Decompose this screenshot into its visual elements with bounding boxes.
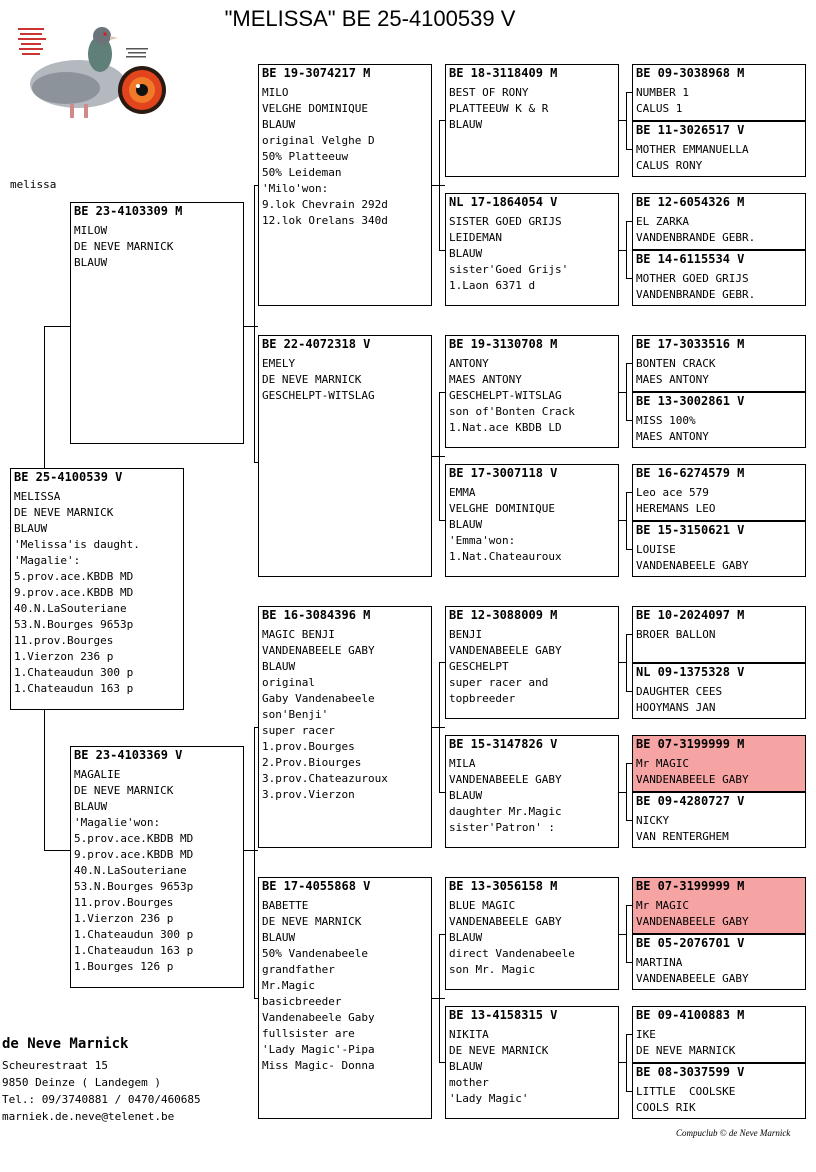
pigeon-info-line: VELGHE DOMINIQUE xyxy=(262,102,368,115)
pigeon-info-line: 'Lady Magic'-Pipa xyxy=(262,1043,375,1056)
pigeon-ring-number: BE 14-6115534 V xyxy=(636,252,745,266)
pigeon-card xyxy=(632,792,806,848)
connector-line xyxy=(619,1062,626,1063)
pigeon-info-line: super racer xyxy=(262,724,335,737)
breeder-info xyxy=(2,1036,201,1125)
pigeon-card xyxy=(445,335,619,448)
pigeon-info-line: 40.N.LaSouteriane xyxy=(74,864,187,877)
connector-line xyxy=(439,934,440,1062)
pigeon-info-line: sister'Patron' : xyxy=(449,821,555,834)
pigeon-ring-number: BE 17-3033516 M xyxy=(636,337,745,351)
pigeon-info-line: original Velghe D xyxy=(262,134,375,147)
connector-line xyxy=(44,710,45,850)
pigeon-name: SISTER GOED GRIJS xyxy=(449,215,562,228)
connector-line xyxy=(626,363,627,420)
pigeon-info-line: 'Magalie'won: xyxy=(74,816,161,829)
pigeon-info-line: 1.Nat.Chateauroux xyxy=(449,550,562,563)
pigeon-name: BENJI xyxy=(449,628,483,641)
pigeon-info-line: 9.lok Chevrain 292d xyxy=(262,198,388,211)
pigeon-info-line: 53.N.Bourges 9653p xyxy=(14,618,134,631)
pigeon-info-line: BLAUW xyxy=(449,247,483,260)
pigeon-info-line: 1.Chateaudun 300 p xyxy=(74,928,194,941)
pigeon-info-line: 12.lok Orelans 340d xyxy=(262,214,388,227)
connector-line xyxy=(619,662,626,663)
pigeon-info-line: 40.N.LaSouteriane xyxy=(14,602,127,615)
pigeon-info-line: BLAUW xyxy=(449,789,483,802)
pigeon-name: Mr MAGIC xyxy=(636,757,689,770)
pigeon-name: MARTINA xyxy=(636,956,683,969)
pigeon-info-line: BLAUW xyxy=(449,1060,483,1073)
connector-line xyxy=(44,326,70,327)
pigeon-info-line: daughter Mr.Magic xyxy=(449,805,562,818)
pigeon-info-line: BLAUW xyxy=(449,931,483,944)
pigeon-card xyxy=(632,250,806,306)
pigeon-card xyxy=(445,1006,619,1119)
connector-line xyxy=(626,492,627,549)
pigeon-info-line: BLAUW xyxy=(74,800,108,813)
pigeon-ring-number: BE 17-3007118 V xyxy=(449,466,558,480)
pigeon-name: BROER BALLON xyxy=(636,628,716,641)
pigeon-name: LOUISE xyxy=(636,543,676,556)
pigeon-ring-number: BE 23-4103309 M xyxy=(74,204,183,218)
pigeon-ring-number: BE 10-2024097 M xyxy=(636,608,745,622)
pigeon-card xyxy=(632,877,806,934)
pigeon-info-line: 'Emma'won: xyxy=(449,534,516,547)
pigeon-card xyxy=(10,468,184,710)
pigeon-info-line: BLAUW xyxy=(449,118,483,131)
connector-line xyxy=(439,392,440,520)
pigeon-info-line: 1.Vierzon 236 p xyxy=(14,650,114,663)
pigeon-name: DAUGHTER CEES xyxy=(636,685,723,698)
pigeon-info-line: 9.prov.ace.KBDB MD xyxy=(14,586,134,599)
pigeon-info-line: sister'Goed Grijs' xyxy=(449,263,569,276)
breeder-street: Scheurestraat 15 xyxy=(2,1059,108,1072)
pigeon-card xyxy=(445,735,619,848)
pigeon-ring-number: BE 19-3074217 M xyxy=(262,66,371,80)
pigeon-ring-number: BE 13-3002861 V xyxy=(636,394,745,408)
pigeon-card xyxy=(632,735,806,792)
pigeon-info-line: 2.Prov.Biourges xyxy=(262,756,362,769)
pigeon-ring-number: BE 09-3038968 M xyxy=(636,66,745,80)
pigeon-info-line: DE NEVE MARNICK xyxy=(262,915,362,928)
pigeon-info-line: 1.prov.Bourges xyxy=(262,740,355,753)
pigeon-name: BABETTE xyxy=(262,899,309,912)
pigeon-ring-number: BE 07-3199999 M xyxy=(636,879,745,893)
pigeon-card xyxy=(632,464,806,521)
pigeon-info-line: VELGHE DOMINIQUE xyxy=(449,502,555,515)
pigeon-info-line: BLAUW xyxy=(14,522,48,535)
pigeon-ring-number: BE 15-3150621 V xyxy=(636,523,745,537)
pigeon-ring-number: BE 16-3084396 M xyxy=(262,608,371,622)
pigeon-info-line: DE NEVE MARNICK xyxy=(262,373,362,386)
pigeon-name: NICKY xyxy=(636,814,670,827)
pigeon-info-line: VANDENABEELE GABY xyxy=(262,644,375,657)
pigeon-info-line: VAN RENTERGHEM xyxy=(636,830,729,843)
connector-line xyxy=(619,120,626,121)
pigeon-ring-number: NL 17-1864054 V xyxy=(449,195,558,209)
pigeon-card xyxy=(258,64,432,306)
pigeon-info-line: MAES ANTONY xyxy=(449,373,522,386)
pigeon-info-line: BLAUW xyxy=(262,118,296,131)
pigeon-name: EL ZARKA xyxy=(636,215,689,228)
pigeon-info-line: fullsister are xyxy=(262,1027,355,1040)
pigeon-card xyxy=(445,64,619,177)
pigeon-info-line: MAES ANTONY xyxy=(636,430,709,443)
pigeon-card xyxy=(632,392,806,448)
pigeon-and-eye-logo xyxy=(18,18,168,122)
connector-line xyxy=(619,250,626,251)
pigeon-info-line: 50% Platteeuw xyxy=(262,150,349,163)
connector-line xyxy=(44,850,70,851)
connector-line xyxy=(439,120,440,250)
pigeon-name: MILA xyxy=(449,757,476,770)
pigeon-ring-number: BE 15-3147826 V xyxy=(449,737,558,751)
pigeon-name: Mr MAGIC xyxy=(636,899,689,912)
breeder-phone: Tel.: 09/3740881 / 0470/460685 xyxy=(2,1093,201,1106)
pigeon-card xyxy=(445,464,619,577)
pigeon-ring-number: BE 08-3037599 V xyxy=(636,1065,745,1079)
pigeon-ring-number: NL 09-1375328 V xyxy=(636,665,745,679)
pigeon-info-line: 1.Nat.ace KBDB LD xyxy=(449,421,562,434)
pigeon-card xyxy=(70,202,244,444)
pigeon-name: MELISSA xyxy=(14,490,61,503)
pigeon-info-line: Gaby Vandenabeele xyxy=(262,692,375,705)
pigeon-ring-number: BE 12-6054326 M xyxy=(636,195,745,209)
pigeon-info-line: BLAUW xyxy=(262,931,296,944)
pigeon-info-line: 5.prov.ace.KBDB MD xyxy=(74,832,194,845)
breeder-email: marniek.de.neve@telenet.be xyxy=(2,1110,175,1123)
pigeon-info-line: DE NEVE MARNICK xyxy=(14,506,114,519)
pigeon-info-line: LEIDEMAN xyxy=(449,231,502,244)
connector-line xyxy=(626,1034,627,1091)
pigeon-info-line: VANDENABEELE GABY xyxy=(636,972,749,985)
pigeon-info-line: GESCHELPT-WITSLAG xyxy=(262,389,375,402)
pigeon-info-line: 1.Chateaudun 163 p xyxy=(14,682,134,695)
pigeon-name: NIKITA xyxy=(449,1028,489,1041)
breeder-city: 9850 Deinze ( Landegem ) xyxy=(2,1076,161,1089)
pigeon-card xyxy=(632,1063,806,1119)
pigeon-info-line: son Mr. Magic xyxy=(449,963,536,976)
pigeon-card xyxy=(632,193,806,250)
pigeon-ring-number: BE 09-4100883 M xyxy=(636,1008,745,1022)
connector-line xyxy=(626,221,627,278)
pigeon-info-line: VANDENABEELE GABY xyxy=(636,773,749,786)
pigeon-ring-number: BE 19-3130708 M xyxy=(449,337,558,351)
connector-line xyxy=(254,185,255,462)
pigeon-name: MOTHER EMMANUELLA xyxy=(636,143,749,156)
pigeon-info-line: topbreeder xyxy=(449,692,516,705)
pigeon-info-line: direct Vandenabeele xyxy=(449,947,575,960)
pigeon-info-line: Miss Magic- Donna xyxy=(262,1059,375,1072)
pigeon-info-line: BLAUW xyxy=(74,256,108,269)
pigeon-info-line: 1.Chateaudun 300 p xyxy=(14,666,134,679)
connector-line xyxy=(626,905,627,962)
pigeon-info-line: Vandenabeele Gaby xyxy=(262,1011,375,1024)
pigeon-ring-number: BE 25-4100539 V xyxy=(14,470,123,484)
pigeon-ring-number: BE 18-3118409 M xyxy=(449,66,558,80)
pigeon-ring-number: BE 07-3199999 M xyxy=(636,737,745,751)
pedigree-title: "MELISSA" BE 25-4100539 V xyxy=(224,6,516,31)
pigeon-info-line: 'Magalie': xyxy=(14,554,81,567)
pigeon-info-line: VANDENBRANDE GEBR. xyxy=(636,231,756,244)
connector-line xyxy=(244,850,258,851)
pigeon-info-line: son of'Bonten Crack xyxy=(449,405,575,418)
pigeon-info-line: MAES ANTONY xyxy=(636,373,709,386)
pigeon-info-line: PLATTEEUW K & R xyxy=(449,102,549,115)
pigeon-name: NUMBER 1 xyxy=(636,86,689,99)
pigeon-info-line: 'Lady Magic' xyxy=(449,1092,529,1105)
pigeon-info-line: BLAUW xyxy=(449,518,483,531)
pigeon-info-line: GESCHELPT-WITSLAG xyxy=(449,389,562,402)
pigeon-info-line: DE NEVE MARNICK xyxy=(74,784,174,797)
pigeon-info-line: 50% Vandenabeele xyxy=(262,947,368,960)
pigeon-info-line: super racer and xyxy=(449,676,549,689)
connector-line xyxy=(244,326,258,327)
pigeon-name: LITTLE COOLSKE xyxy=(636,1085,736,1098)
pigeon-info-line: VANDENBRANDE GEBR. xyxy=(636,288,756,301)
pigeon-ring-number: BE 13-4158315 V xyxy=(449,1008,558,1022)
pigeon-info-line: 53.N.Bourges 9653p xyxy=(74,880,194,893)
pigeon-card xyxy=(632,606,806,663)
connector-line xyxy=(254,727,255,998)
pigeon-info-line: 'Melissa'is daught. xyxy=(14,538,140,551)
pigeon-card xyxy=(632,121,806,177)
pigeon-info-line: VANDENABEELE GABY xyxy=(449,773,562,786)
pigeon-card xyxy=(70,746,244,988)
pigeon-info-line: VANDENABEELE GABY xyxy=(636,559,749,572)
pigeon-info-line: DE NEVE MARNICK xyxy=(449,1044,549,1057)
pigeon-card xyxy=(632,663,806,719)
pigeon-info-line: CALUS 1 xyxy=(636,102,683,115)
pigeon-card xyxy=(258,877,432,1119)
pigeon-name: MISS 100% xyxy=(636,414,696,427)
pigeon-info-line: VANDENABEELE GABY xyxy=(636,915,749,928)
pigeon-ring-number: BE 13-3056158 M xyxy=(449,879,558,893)
pigeon-info-line: COOLS RIK xyxy=(636,1101,696,1114)
pigeon-name: BLUE MAGIC xyxy=(449,899,516,912)
connector-line xyxy=(619,934,626,935)
pigeon-ring-number: BE 05-2076701 V xyxy=(636,936,745,950)
pigeon-info-line: 1.Chateaudun 163 p xyxy=(74,944,194,957)
pigeon-name: ANTONY xyxy=(449,357,489,370)
pigeon-info-line: VANDENABEELE GABY xyxy=(449,644,562,657)
pigeon-info-line: DE NEVE MARNICK xyxy=(74,240,174,253)
pigeon-card xyxy=(258,606,432,848)
pigeon-info-line: 11.prov.Bourges xyxy=(14,634,114,647)
pigeon-card xyxy=(632,335,806,392)
pigeon-card xyxy=(632,1006,806,1063)
connector-line xyxy=(439,662,440,792)
pigeon-card xyxy=(445,606,619,719)
pigeon-info-line: 5.prov.ace.KBDB MD xyxy=(14,570,134,583)
pigeon-card xyxy=(445,193,619,306)
pigeon-info-line: 'Milo'won: xyxy=(262,182,329,195)
pigeon-info-line: BLAUW xyxy=(262,660,296,673)
pigeon-ring-number: BE 09-4280727 V xyxy=(636,794,745,808)
pigeon-ring-number: BE 16-6274579 M xyxy=(636,466,745,480)
pigeon-name: EMELY xyxy=(262,357,296,370)
pigeon-info-line: DE NEVE MARNICK xyxy=(636,1044,736,1057)
pigeon-info-line: HEREMANS LEO xyxy=(636,502,716,515)
pigeon-card xyxy=(632,934,806,990)
connector-line xyxy=(626,634,627,691)
pigeon-info-line: 3.prov.Vierzon xyxy=(262,788,355,801)
pigeon-card xyxy=(632,521,806,577)
pigeon-name: MOTHER GOED GRIJS xyxy=(636,272,749,285)
pigeon-info-line: GESCHELPT xyxy=(449,660,509,673)
connector-line xyxy=(44,326,45,468)
pigeon-info-line: 11.prov.Bourges xyxy=(74,896,174,909)
pigeon-info-line: 50% Leideman xyxy=(262,166,342,179)
pigeon-info-line: original xyxy=(262,676,315,689)
pigeon-info-line: basicbreeder xyxy=(262,995,342,1008)
pigeon-info-line: Mr.Magic xyxy=(262,979,315,992)
connector-line xyxy=(626,92,627,149)
breeder-name: de Neve Marnick xyxy=(2,1036,129,1052)
pigeon-info-line: 9.prov.ace.KBDB MD xyxy=(74,848,194,861)
pigeon-info-line: VANDENABEELE GABY xyxy=(449,915,562,928)
pigeon-name: EMMA xyxy=(449,486,476,499)
pigeon-name: MILO xyxy=(262,86,289,99)
pigeon-ring-number: BE 12-3088009 M xyxy=(449,608,558,622)
pigeon-card xyxy=(632,64,806,121)
pigeon-info-line: CALUS RONY xyxy=(636,159,703,172)
pigeon-info-line: 3.prov.Chateazuroux xyxy=(262,772,388,785)
pigeon-ring-number: BE 11-3026517 V xyxy=(636,123,745,137)
pigeon-ring-number: BE 17-4055868 V xyxy=(262,879,371,893)
pedigree-nickname: melissa xyxy=(10,178,57,191)
pigeon-name: IKE xyxy=(636,1028,656,1041)
pigeon-name: MAGALIE xyxy=(74,768,121,781)
pigeon-info-line: grandfather xyxy=(262,963,335,976)
pigeon-info-line: mother xyxy=(449,1076,489,1089)
pigeon-name: MAGIC BENJI xyxy=(262,628,335,641)
pigeon-name: BONTEN CRACK xyxy=(636,357,716,370)
pigeon-card xyxy=(445,877,619,990)
connector-line xyxy=(626,763,627,820)
pigeon-card xyxy=(258,335,432,577)
pigeon-info-line: 1.Bourges 126 p xyxy=(74,960,174,973)
connector-line xyxy=(619,792,626,793)
software-credit: Compuclub © de Neve Marnick xyxy=(676,1128,791,1138)
pigeon-info-line: 1.Vierzon 236 p xyxy=(74,912,174,925)
pigeon-name: MILOW xyxy=(74,224,108,237)
pigeon-name: Leo ace 579 xyxy=(636,486,709,499)
pigeon-ring-number: BE 22-4072318 V xyxy=(262,337,371,351)
connector-line xyxy=(619,392,626,393)
pigeon-info-line: HOOYMANS JAN xyxy=(636,701,716,714)
pigeon-ring-number: BE 23-4103369 V xyxy=(74,748,183,762)
connector-line xyxy=(619,520,626,521)
pigeon-info-line: 1.Laon 6371 d xyxy=(449,279,536,292)
pigeon-info-line: son'Benji' xyxy=(262,708,329,721)
pigeon-name: BEST OF RONY xyxy=(449,86,529,99)
